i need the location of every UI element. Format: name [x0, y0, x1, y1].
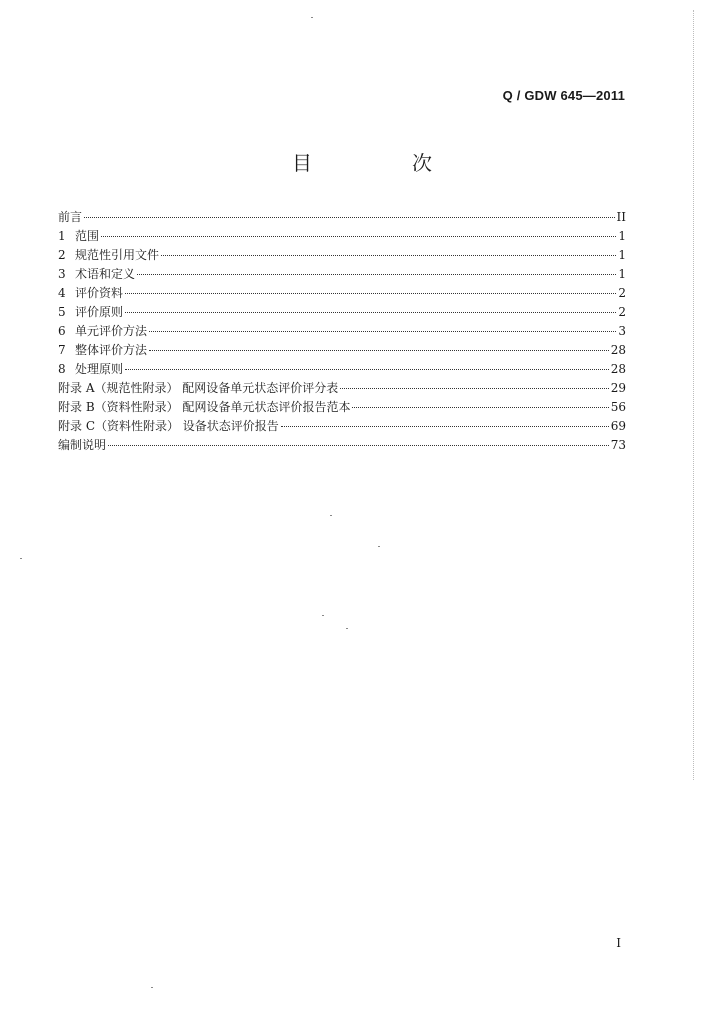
toc-entry-overall-evaluation-method[interactable]	[58, 341, 626, 360]
toc-entry-number: 6	[58, 324, 66, 338]
toc-entry-compilation-notes[interactable]	[58, 436, 626, 455]
toc-entry-page: 73	[610, 438, 626, 452]
toc-entry-label: 评价资料	[75, 286, 124, 300]
toc-entry-page: 2	[618, 305, 626, 319]
toc-entry-page: 1	[618, 248, 626, 262]
toc-leader-dots	[149, 331, 616, 332]
toc-entry-appendix-c[interactable]	[58, 417, 626, 436]
toc-entry-label: 前言	[58, 210, 83, 224]
toc-entry-page: II	[616, 210, 626, 224]
toc-entry-number: 7	[58, 343, 66, 357]
toc-leader-dots	[108, 445, 609, 446]
toc-entry-page: 2	[618, 286, 626, 300]
toc-entry-appendix-a[interactable]	[58, 379, 626, 398]
toc-leader-dots	[125, 293, 616, 294]
toc-entry-label: 附录 C（资料性附录） 设备状态评价报告	[58, 419, 279, 433]
toc-entry-page: 28	[610, 362, 626, 376]
toc-entry-page: 1	[618, 267, 626, 281]
toc-entry-terms-definitions[interactable]	[58, 265, 626, 284]
toc-entry-label: 附录 A（规范性附录） 配网设备单元状态评价评分表	[58, 381, 339, 395]
toc-title: 目 次	[292, 151, 472, 175]
toc-leader-dots	[352, 407, 608, 408]
toc-entry-handling-principles[interactable]	[58, 360, 626, 379]
toc-entry-page: 3	[618, 324, 626, 338]
toc-entry-label: 规范性引用文件	[75, 248, 160, 262]
toc-leader-dots	[340, 388, 608, 389]
toc-entry-label: 术语和定义	[75, 267, 136, 281]
toc-entry-page: 28	[610, 343, 626, 357]
toc-entry-unit-evaluation-method[interactable]	[58, 322, 626, 341]
scan-speck	[20, 558, 22, 559]
toc-entry-foreword[interactable]	[58, 208, 626, 227]
toc-entry-label: 整体评价方法	[75, 343, 148, 357]
toc-entry-number: 4	[58, 286, 66, 300]
toc-entry-evaluation-data[interactable]	[58, 284, 626, 303]
toc-entry-label: 范围	[75, 229, 100, 243]
toc-entry-number: 2	[58, 248, 66, 262]
toc-entry-label: 处理原则	[75, 362, 124, 376]
scan-speck	[311, 17, 313, 18]
toc-entry-evaluation-principles[interactable]	[58, 303, 626, 322]
toc-leader-dots	[281, 426, 609, 427]
toc-entry-label: 评价原则	[75, 305, 124, 319]
toc-entry-page: 69	[610, 419, 626, 433]
standard-code: Q / GDW 645—2011	[502, 88, 625, 103]
scan-speck	[322, 615, 324, 616]
toc-leader-dots	[137, 274, 616, 275]
toc-entry-number: 3	[58, 267, 66, 281]
toc-entry-number: 5	[58, 305, 66, 319]
toc-entry-number: 1	[58, 229, 66, 243]
toc-entry-normative-references[interactable]	[58, 246, 626, 265]
toc-entry-label: 单元评价方法	[75, 324, 148, 338]
toc-entry-scope[interactable]	[58, 227, 626, 246]
scan-speck	[378, 546, 380, 547]
toc-entry-page: 29	[610, 381, 626, 395]
toc-entry-page: 1	[618, 229, 626, 243]
scan-speck	[346, 628, 348, 629]
toc-leader-dots	[125, 312, 616, 313]
toc-leader-dots	[101, 236, 616, 237]
scan-speck	[330, 515, 332, 516]
toc-entry-page: 56	[610, 400, 626, 414]
toc-entry-number: 8	[58, 362, 66, 376]
page-number: I	[616, 936, 621, 950]
toc-leader-dots	[125, 369, 609, 370]
toc-entry-label: 附录 B（资料性附录） 配网设备单元状态评价报告范本	[58, 400, 351, 414]
table-of-contents	[58, 208, 626, 455]
toc-leader-dots	[84, 217, 615, 218]
toc-entry-appendix-b[interactable]	[58, 398, 626, 417]
scan-speck	[151, 987, 153, 988]
scan-edge-line	[693, 10, 694, 780]
toc-leader-dots	[149, 350, 609, 351]
toc-leader-dots	[161, 255, 616, 256]
toc-entry-label: 编制说明	[58, 438, 107, 452]
